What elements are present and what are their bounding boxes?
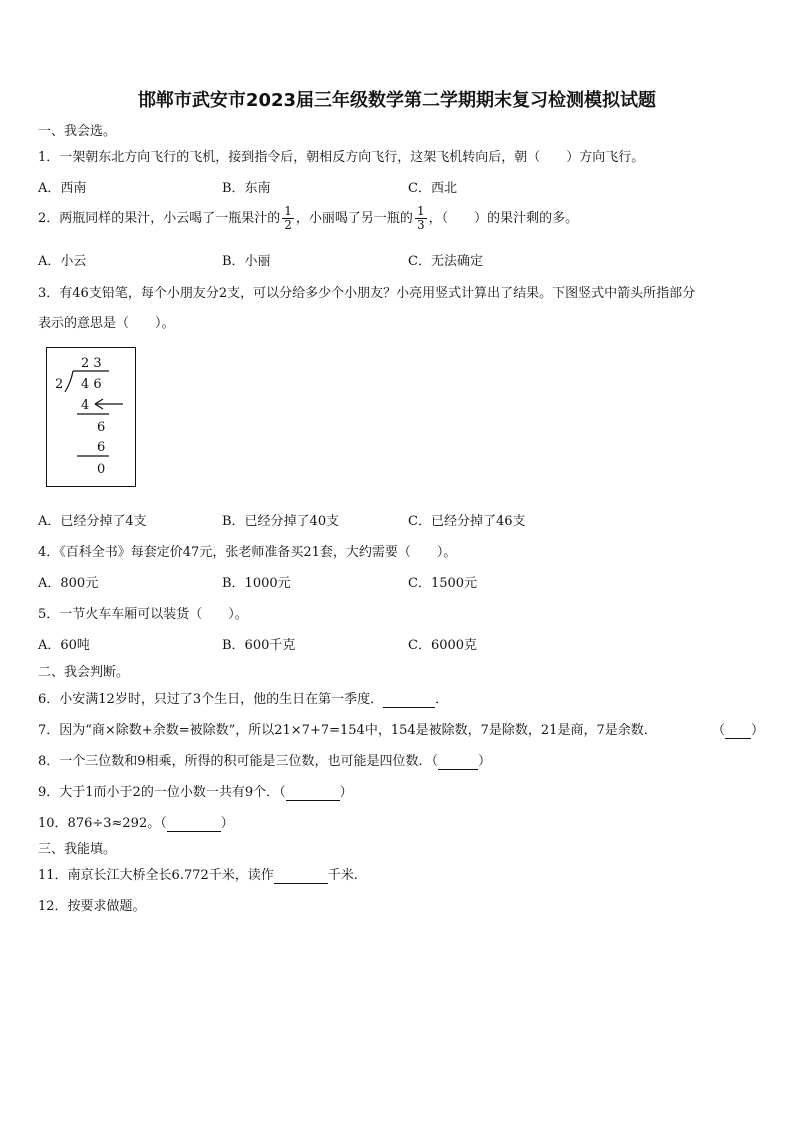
question-3-line-1: 3．有46支铅笔，每个小朋友分2支，可以分给多少个小朋友？小亮用竖式计算出了结果。下图竖式中箭头所指部分 [38, 286, 696, 301]
question-10: 10．876÷3≈292。（ ） [38, 816, 234, 831]
question-11: 11．南京长江大桥全长6.772千米，读作 千米. [38, 868, 358, 883]
q7-answer-bracket: （ ） [712, 723, 765, 738]
q4-option-b: B．1000元 [222, 576, 291, 591]
answer-blank[interactable] [167, 816, 221, 832]
division-remainder: 0 [97, 462, 106, 477]
page-title: 邯郸市武安市2023届三年级数学第二学期期末复习检测模拟试题 [137, 90, 657, 111]
division-step-3: 6 [97, 440, 106, 455]
section-heading-judge: 二、我会判断。 [38, 665, 130, 680]
division-divisor: 2 [55, 377, 64, 392]
q5-option-b: B．600千克 [222, 638, 296, 653]
question-2 [38, 204, 578, 234]
q1-option-a: A．西南 [38, 181, 87, 196]
division-dividend: 4 6 [81, 377, 102, 392]
q3-option-b: B．已经分掉了40支 [222, 514, 340, 529]
q2-text-pre: 2．两瓶同样的果汁，小云喝了一瓶果汁的 [38, 211, 281, 226]
question-12: 12．按要求做题。 [38, 899, 146, 914]
answer-blank[interactable] [286, 785, 340, 801]
q5-option-c: C．6000克 [408, 638, 478, 653]
section-heading-choice: 一、我会选。 [38, 124, 117, 139]
answer-blank[interactable] [725, 723, 751, 739]
fraction-one-third: $\frac{1}{3}$ [416, 204, 425, 232]
question-6: 6．小安满12岁时，只过了3个生日，他的生日在第一季度． ． [38, 692, 449, 707]
question-5: 5．一节火车车厢可以装货（ ）。 [38, 607, 248, 622]
q4-option-c: C．1500元 [408, 576, 478, 591]
question-8: 8．一个三位数和9相乘，所得的积可能是三位数，也可能是四位数．（ ） [38, 754, 492, 769]
q5-option-a: A．60吨 [38, 638, 90, 653]
q3-option-c: C．已经分掉了46支 [408, 514, 526, 529]
fraction-one-half: $\frac{1}{2}$ [284, 204, 292, 232]
q1-option-b: B．东南 [222, 181, 271, 196]
q2-text-post: ，（ ）的果汁剩的多。 [428, 211, 579, 226]
q1-option-c: C．西北 [408, 181, 457, 196]
q2-option-b: B．小丽 [222, 254, 271, 269]
answer-blank[interactable] [383, 692, 435, 708]
q2-text-mid: ，小丽喝了另一瓶的 [295, 211, 413, 226]
answer-blank[interactable] [438, 754, 478, 770]
question-7: 7．因为“商×除数+余数=被除数”，所以21×7+7=154中，154是被除数，7是除数，21是商，7是余数． [38, 723, 657, 738]
division-step-2: 6 [97, 420, 106, 435]
long-division-figure [46, 347, 136, 487]
division-step-1: 4 [81, 398, 90, 413]
division-quotient: 2 3 [81, 356, 102, 371]
question-9: 9．大于1而小于2的一位小数一共有9个．（ ） [38, 785, 353, 800]
question-3-line-2: 表示的意思是（ ）。 [38, 316, 175, 331]
question-1: 1．一架朝东北方向飞行的飞机，接到指令后，朝相反方向飞行，这架飞机转向后，朝（ ）方向飞行。 [38, 150, 645, 165]
section-heading-fill: 三、我能填。 [38, 842, 117, 857]
q3-option-a: A．已经分掉了4支 [38, 514, 147, 529]
q2-option-c: C．无法确定 [408, 254, 483, 269]
answer-blank[interactable] [274, 868, 328, 884]
question-4: 4．《百科全书》每套定价47元，张老师准备买21套，大约需要（ ）。 [38, 545, 457, 560]
q2-option-a: A．小云 [38, 254, 87, 269]
q4-option-a: A．800元 [38, 576, 99, 591]
